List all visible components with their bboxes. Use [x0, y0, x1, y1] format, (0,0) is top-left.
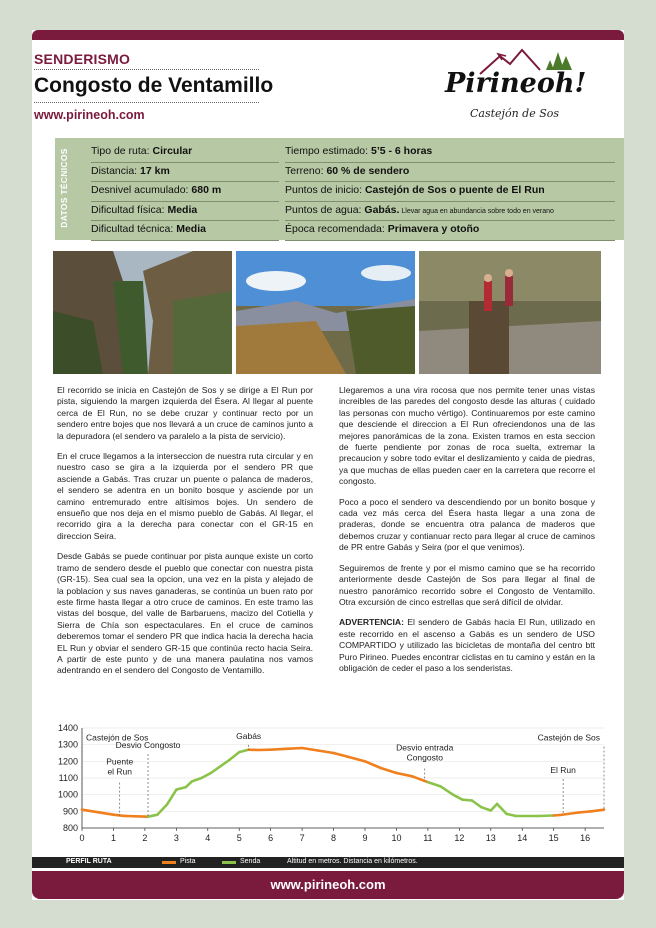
- profile-segment-senda: [167, 790, 176, 805]
- tech-row-right-1: [285, 163, 615, 183]
- legend-senda-label: Senda: [240, 858, 261, 865]
- dotted-divider-2: [34, 102, 259, 103]
- profile-segment-senda: [201, 773, 210, 778]
- tech-key: Distancia:: [91, 164, 141, 177]
- tech-row-right-0: [285, 143, 615, 163]
- profile-segment-senda: [481, 807, 490, 810]
- tech-value: Gabás.: [364, 203, 400, 216]
- profile-segment-senda: [148, 815, 157, 817]
- tech-value: Media: [167, 203, 198, 216]
- warning-text: El sendero de Gabás hacia El Run, utilizado en este recorrido en el ascenso a Gabás es un sendero de USO COMPARTIDO y utilizado las bicicletas de montaña del centro btt Puro Pirineo. Puedes encontrar ciclistas en tu camino y están en la obligación de ceder el paso a los senderistas.: [339, 617, 595, 673]
- warning-label: ADVERTENCIA:: [339, 617, 404, 628]
- profile-title: PERFIL RUTA: [66, 858, 112, 865]
- tech-value: Primavera y otoño: [387, 223, 480, 235]
- profile-segment-senda: [538, 816, 554, 817]
- elevation-profile-chart: [40, 720, 626, 870]
- profile-segment-pista: [412, 776, 428, 782]
- dotted-divider: [34, 69, 259, 70]
- x-tick-label: 8: [331, 833, 337, 843]
- annotation-label: Congosto: [406, 752, 443, 763]
- tech-value: 680 m: [191, 184, 222, 196]
- annotation-label: Desvio Congosto: [115, 740, 181, 750]
- x-tick-label: 3: [173, 833, 179, 843]
- profile-segment-senda: [428, 782, 441, 786]
- profile-segment-pista: [579, 811, 592, 812]
- x-tick-label: 1: [110, 833, 116, 843]
- tech-row-right-2: [285, 182, 615, 202]
- profile-segment-pista: [302, 748, 318, 751]
- page-title: Congosto de Ventamillo: [34, 74, 274, 97]
- y-tick-label: 800: [62, 823, 78, 833]
- photo-bridge-hikers: [419, 251, 601, 374]
- tech-key: Tipo de ruta:: [91, 145, 153, 157]
- logo-name: Pirineoh!: [445, 68, 587, 99]
- tech-row-right-4: [285, 221, 615, 241]
- header: [34, 51, 273, 122]
- footer-url-link[interactable]: www.pirineoh.com: [32, 871, 624, 899]
- x-tick-label: 4: [205, 833, 211, 843]
- x-tick-label: 11: [423, 833, 433, 843]
- profile-segment-pista: [286, 748, 302, 749]
- y-tick-label: 1000: [57, 789, 78, 800]
- y-tick-label: 1200: [57, 756, 78, 767]
- x-tick-label: 10: [391, 833, 402, 843]
- profile-segment-senda: [230, 752, 239, 760]
- x-tick-label: 15: [548, 833, 559, 843]
- x-tick-label: 5: [236, 833, 242, 843]
- profile-segment-senda: [239, 750, 248, 753]
- profile-note: Altitud en metros. Distancia en kilómetros.: [287, 858, 418, 865]
- body-paragraph: El recorrido se inicia en Castejón de Sos y se dirige a El Run por pista, siguiendo la margen izquierda del Ésera. Al llegar al puente cerca de El Run, no se debe cruzar y continuar recto por un sendero entre bojes que nos llevará a un cruce de caminos junto a la depuradora (el sendero va paralelo a la pista de servicio).: [57, 385, 313, 441]
- tech-row-right-3: [285, 202, 615, 222]
- body-paragraph: Seguiremos de frente y por el mismo camino que se ha recorrido anteriormente desde Castejón de Sos para llegar al final de nuestro panorámico recorrido sobre el Congosto de Ventamillo. Otra excursión de cinco estrellas que será difícil de olvidar.: [339, 562, 595, 607]
- profile-segment-pista: [560, 813, 579, 816]
- logo-subtitle: Castejón de Sos: [470, 107, 560, 120]
- profile-segment-senda: [157, 805, 166, 815]
- legend-senda-swatch: [222, 861, 236, 864]
- body-paragraph: Desde Gabás se puede continuar por pista aunque existe un corto tramo de sendero desde el pueblo que conectar con nuestra pista (GR-15). Sea cual sea la opcion, una vez en la pista y alejado de la poblacion y sus naves ganaderas, se continúa un buen rato por este firme hasta llegar a otro cruce de caminos. En este tramo las vistas del bosque, del valle de Barbaruens, macizo del Cotiella y Sierra de Chía son espectaculares. En el cruce de caminos deberemos tomar el sendero PR que indica hacia la derecha hacia EL Run y obviar el sendero GR-15 que continúa recto hacia Seira. A partir de este punto y de una manera paulatina nos vamos adentrando en el sendero del Congosto de Ventamillo.: [57, 551, 313, 676]
- x-tick-label: 12: [454, 833, 465, 843]
- profile-segment-pista: [82, 810, 98, 813]
- tech-row-left-2: [91, 182, 279, 202]
- profile-segment-senda: [453, 795, 462, 800]
- annotation-label: Castejón de Sos: [86, 732, 149, 743]
- header-url-link[interactable]: www.pirineoh.com: [34, 108, 145, 122]
- warning-paragraph: [339, 617, 595, 674]
- top-bar: [32, 30, 624, 40]
- tech-row-left-4: [91, 221, 279, 241]
- profile-segment-senda: [472, 801, 481, 808]
- profile-segment-senda: [440, 786, 453, 794]
- profile-segment-senda: [497, 804, 506, 814]
- legend-pista-swatch: [162, 861, 176, 864]
- tech-note: Llevar agua en abundancia sobre todo en verano: [399, 207, 554, 215]
- annotation-label: El Run: [550, 765, 576, 775]
- photo-valley: [236, 251, 415, 374]
- x-tick-label: 7: [299, 833, 305, 843]
- tech-key: Puntos de inicio:: [285, 184, 365, 196]
- x-tick-label: 9: [362, 833, 368, 843]
- tech-right-column: [285, 143, 615, 241]
- profile-segment-pista: [381, 768, 397, 773]
- y-tick-label: 1300: [57, 739, 78, 750]
- annotation-label: Gabás: [236, 730, 262, 741]
- tech-key: Tiempo estimado:: [285, 145, 371, 157]
- y-tick-label: 900: [62, 806, 78, 817]
- profile-segment-senda: [462, 800, 471, 801]
- body-right-column: [339, 385, 595, 683]
- tech-value: Circular: [152, 145, 193, 157]
- profile-segment-senda: [507, 814, 516, 816]
- y-tick-label: 1400: [57, 723, 78, 733]
- profile-segment-pista: [349, 757, 365, 761]
- tech-value: 5’5 - 6 horas: [370, 145, 433, 157]
- tech-left-column: [91, 143, 279, 241]
- tech-key: Dificultad física:: [91, 203, 168, 216]
- pirineoh-logo[interactable]: [440, 44, 600, 124]
- photo-gorge: [53, 251, 232, 374]
- profile-segment-pista: [98, 812, 114, 815]
- tech-key: Terreno:: [285, 164, 327, 177]
- tech-row-left-1: [91, 163, 279, 183]
- profile-segment-pista: [123, 816, 136, 817]
- x-tick-label: 16: [580, 833, 591, 843]
- tech-value: Media: [176, 223, 206, 235]
- category-label: SENDERISMO: [34, 51, 131, 67]
- annotation-label: Puente: [106, 756, 134, 767]
- x-tick-label: 6: [268, 833, 274, 843]
- y-tick-label: 1100: [58, 773, 78, 783]
- tech-value: Castejón de Sos o puente de El Run: [364, 184, 545, 196]
- annotation-label: Castejón de Sos: [537, 732, 600, 743]
- body-paragraph: Llegaremos a una vira rocosa que nos permite tener unas vistas increibles de las paredes del congosto desde las alturas ( cuidado las personas con mucho vértigo). Continuaremos por este camino que desciende el direccion a El Run ofreciendonos una de las mejores panorámicas de la zona. Existen tramos en esta seccion de fuerte pendiente por zonas de roca suelta, extremar la precaucion y sobre todo evitar el deslizamiento y caida de piedras, ya que muchas de ellas pueden caer en la carretera que recorre el congosto.: [339, 385, 595, 487]
- profile-segment-pista: [365, 761, 381, 768]
- legend-pista-label: Pista: [180, 858, 196, 865]
- tech-key: Dificultad técnica:: [91, 223, 177, 235]
- body-paragraph: En el cruce llegamos a la interseccion de nuestra ruta circular y en nuestro caso se gira a la izquierda por el sendero PR que asciende a Gabás. Tras cruzar un puente o palanca de maderos, el sendero se adentra en un bonito bosque y asciende por un camino entremurado entre altísimos bojes. Un sendero de ensueño que nos deja en el mismo pueblo de Gabás. Al llegar, el recorrido gira a la derecha para conectar con el GR-15 en direccion Seira.: [57, 451, 313, 541]
- annotation-label: el Run: [107, 766, 133, 777]
- tech-key: Época recomendada:: [285, 223, 388, 235]
- tech-row-left-0: [91, 143, 279, 163]
- tech-value: 17 km: [140, 164, 170, 177]
- profile-segment-senda: [176, 787, 185, 790]
- body-paragraph: Poco a poco el sendero va descendiendo por un bonito bosque y cada vez más cerca del Ésera hasta llegar a una zona de praderas, donde se encuentra otra palanca de maderos que debemos cruzar y contianuar recto para llegar al cruce de caminos de PR entre Gabás y Seira (por el que venimos).: [339, 496, 595, 553]
- profile-segment-pista: [334, 753, 350, 757]
- profile-segment-pista: [396, 773, 412, 776]
- tech-key: Puntos de agua:: [285, 203, 365, 216]
- profile-segment-pista: [318, 751, 334, 754]
- technical-data-panel: [55, 138, 624, 240]
- body-left-column: [57, 385, 313, 686]
- profile-segment-senda: [192, 778, 201, 781]
- profile-segment-senda: [491, 804, 497, 811]
- profile-segment-senda: [220, 760, 229, 767]
- tech-row-left-3: [91, 202, 279, 222]
- x-tick-label: 0: [79, 833, 85, 843]
- profile-segment-senda: [211, 766, 220, 773]
- profile-legend-bar: [32, 857, 624, 868]
- profile-segment-pista: [271, 749, 287, 750]
- profile-segment-pista: [113, 815, 122, 816]
- x-tick-label: 13: [485, 833, 496, 843]
- tech-value: 60 % de sendero: [326, 164, 410, 177]
- profile-segment-pista: [591, 810, 604, 812]
- annotation-label: Desvio entrada: [396, 742, 454, 753]
- technical-data-label: DATOS TÉCNICOS: [59, 148, 69, 228]
- tech-key: Desnivel acumulado:: [91, 184, 192, 196]
- x-tick-label: 14: [517, 833, 528, 843]
- x-tick-label: 2: [142, 833, 148, 843]
